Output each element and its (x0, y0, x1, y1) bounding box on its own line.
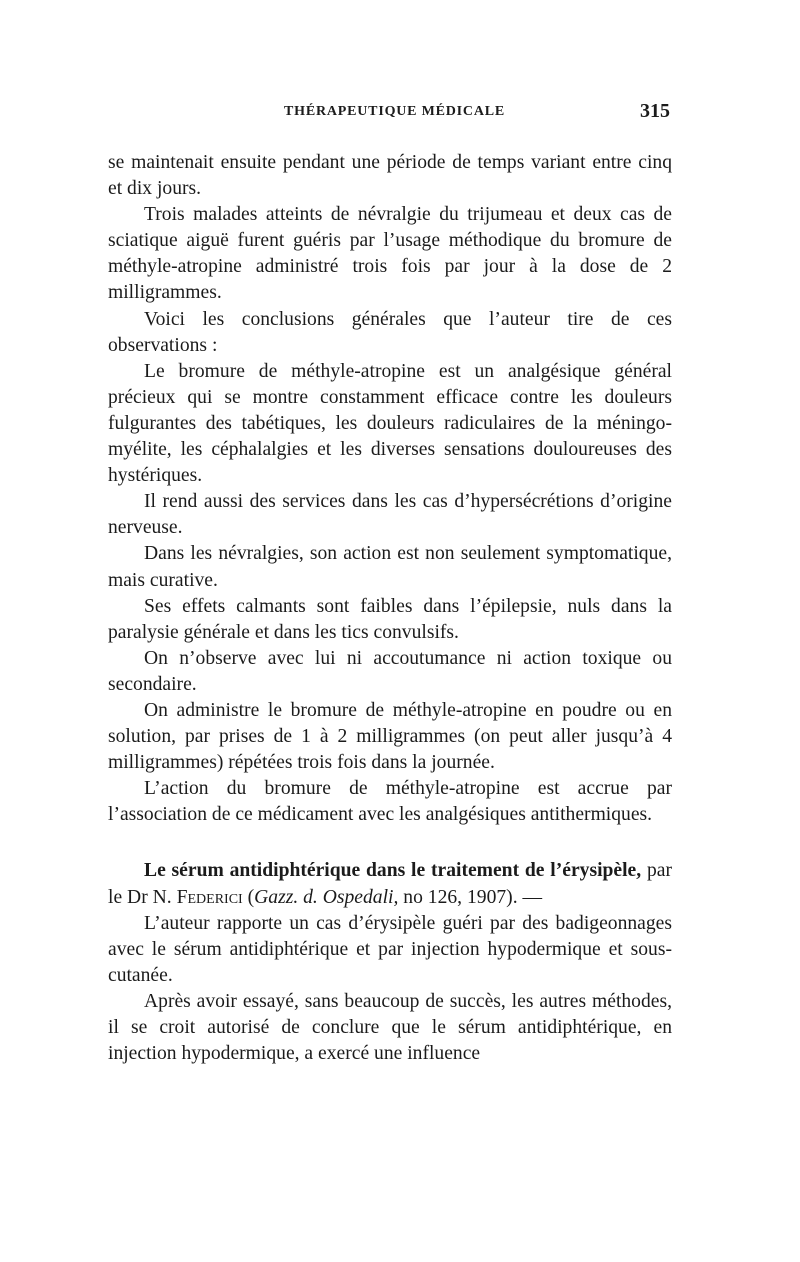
paragraph: On administre le bromure de méthyle-atropine en poudre ou en solution, par prises de 1 à 2 milligrammes (on peut aller jusqu’à 4 milligrammes) répétées trois fois dans la journée. (108, 699, 672, 774)
paragraph: Le bromure de méthyle-atropine est un analgésique général précieux qui se montre constamment efficace contre les douleurs fulgurantes des tabétiques, les douleurs radiculaires de la méningo-myélite, les céphalalgies et les diverses sensations douloureuses des hystériques. (108, 360, 672, 487)
paragraph: Ses effets calmants sont faibles dans l’épilepsie, nuls dans la paralysie générale et dans les tics convulsifs. (108, 595, 672, 643)
article-heading (108, 858, 672, 910)
section-gap (108, 828, 672, 858)
paragraph: Voici les conclusions générales que l’auteur tire de ces observations : (108, 308, 672, 356)
paragraph: Il rend aussi des services dans les cas d’hypersécrétions d’origine nerveuse. (108, 491, 672, 539)
journal-open: ( (247, 886, 255, 908)
paragraph: L’action du bromure de méthyle-atropine est accrue par l’association de ce médicament avec les analgésiques antithermiques. (108, 778, 672, 826)
citation: no 126, 1907). — (403, 886, 543, 908)
article-byline-prefix: par le Dr N. (108, 860, 672, 908)
journal-name: Gazz. d. Ospedali, (254, 886, 399, 908)
paragraph: On n’observe avec lui ni accoutumance ni action toxique ou secondaire. (108, 647, 672, 695)
paragraph: Après avoir essayé, sans beaucoup de succès, les autres méthodes, il se croit autorisé de conclure que le sérum antidiphtérique, en injection hypodermique, a exercé une influence (108, 990, 672, 1065)
article-title: Le sérum antidiphtérique dans le traitement de l’érysipèle, (144, 860, 642, 882)
page-number: 315 (640, 100, 670, 122)
running-title: THÉRAPEUTIQUE MÉDICALE (284, 104, 506, 119)
running-head (108, 100, 670, 130)
paragraph: se maintenait ensuite pendant une période de temps variant entre cinq et dix jours. (108, 152, 672, 200)
article-author: Federici (176, 886, 243, 908)
paragraph: Trois malades atteints de névralgie du trijumeau et deux cas de sciatique aiguë furent guéris par l’usage méthodique du bromure de méthyle-atropine administré trois fois par jour à la dose de 2 milligrammes. (108, 204, 672, 304)
paragraph: L’auteur rapporte un cas d’érysipèle guéri par des badigeonnages avec le sérum antidiphtérique et par injection hypodermique et sous-cutanée. (108, 912, 672, 986)
body-text (108, 150, 672, 1067)
paragraph: Dans les névralgies, son action est non seulement symptomatique, mais curative. (108, 543, 672, 591)
